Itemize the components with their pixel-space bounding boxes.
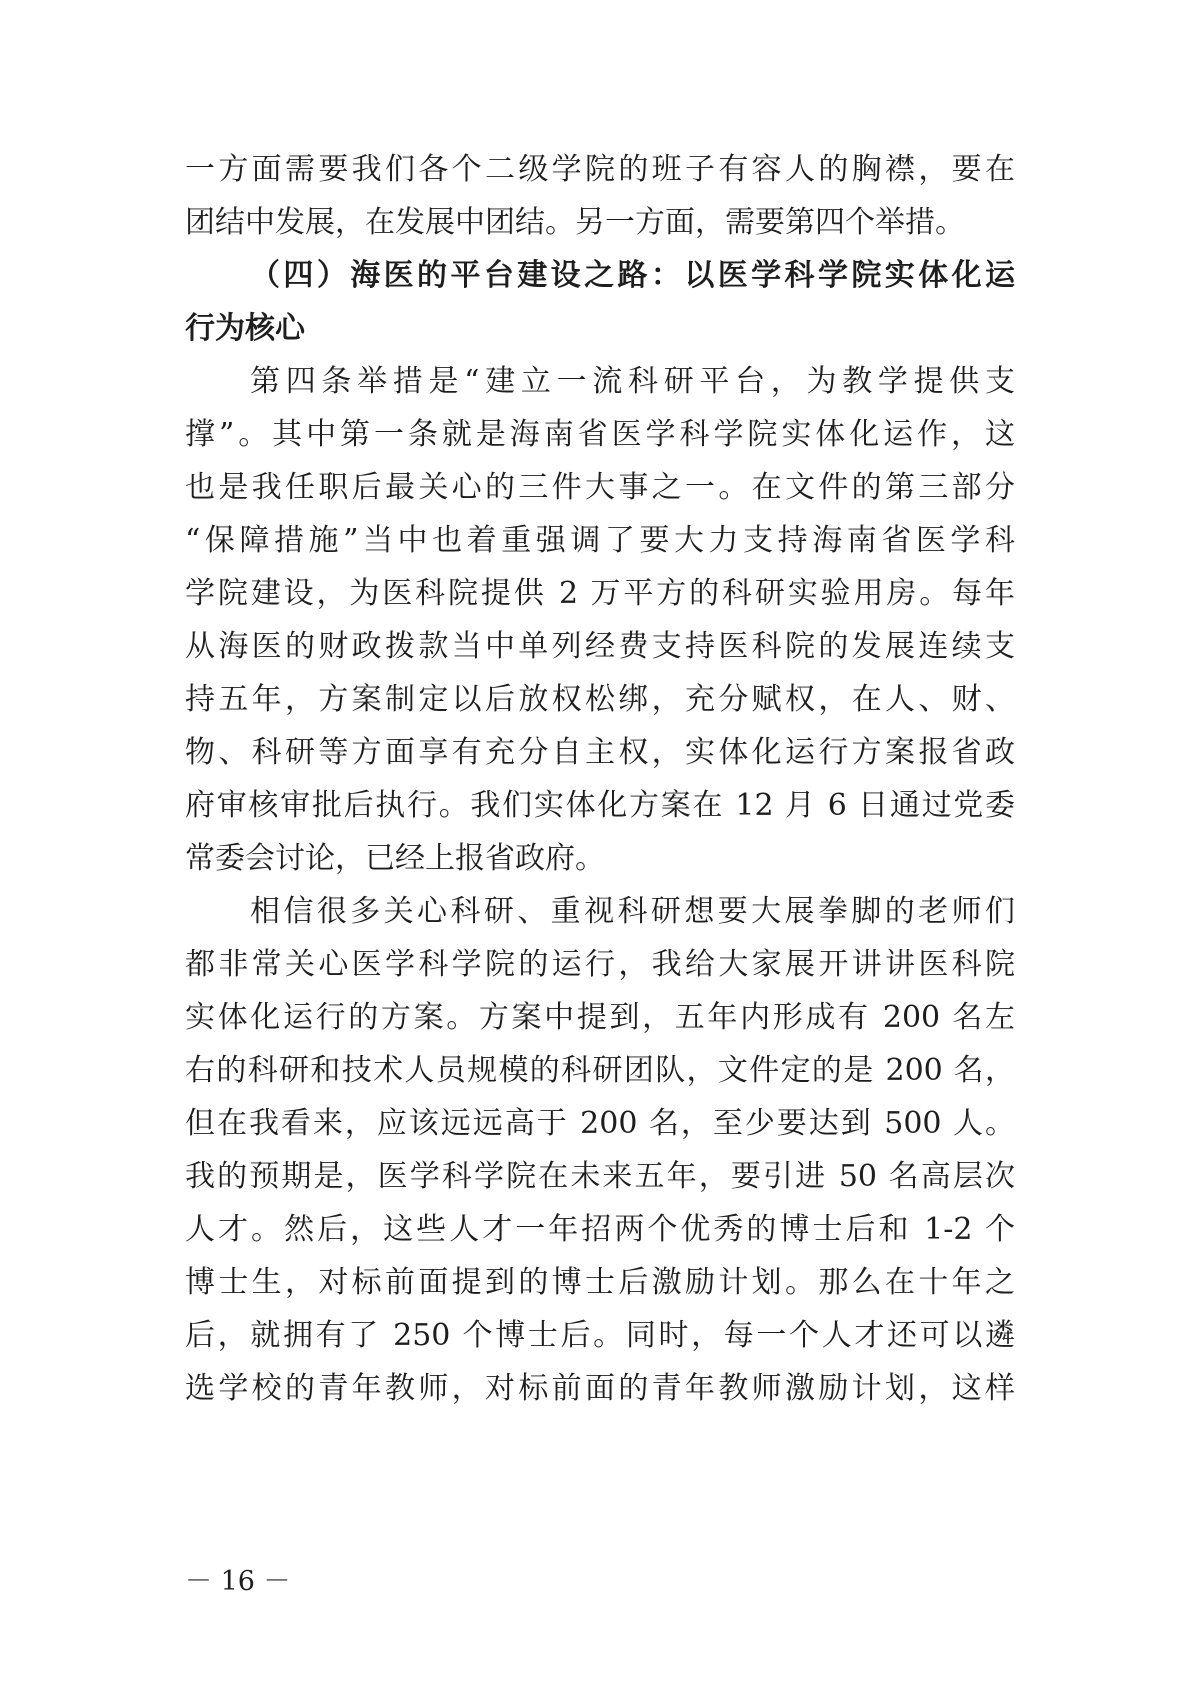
text-line: 持五年，方案制定以后放权松绑，充分赋权，在人、财、	[185, 682, 1015, 717]
text-line: 撑”。其中第一条就是海南省医学科学院实体化运作，这	[185, 417, 1015, 452]
text-line: 第四条举措是“建立一流科研平台，为教学提供支	[250, 364, 1015, 399]
text-line: 从海医的财政拨款当中单列经费支持医科院的发展连续支	[185, 629, 1015, 664]
text-line: 学院建设，为医科院提供 2 万平方的科研实验用房。每年	[185, 576, 1015, 611]
text-line: 我的预期是，医学科学院在未来五年，要引进 50 名高层次	[185, 1159, 1015, 1194]
text-line: 选学校的青年教师，对标前面的青年教师激励计划，这样	[185, 1371, 1015, 1406]
text-line: 常委会讨论，已经上报省政府。	[185, 841, 605, 876]
text-line: 府审核审批后执行。我们实体化方案在 12 月 6 日通过党委	[185, 788, 1015, 823]
text-line: 但在我看来，应该远远高于 200 名，至少要达到 500 人。	[185, 1106, 1015, 1141]
text-line: 实体化运行的方案。方案中提到，五年内形成有 200 名左	[185, 1000, 1015, 1035]
text-line: “保障措施”当中也着重强调了要大力支持海南省医学科	[185, 523, 1015, 558]
text-line: 团结中发展，在发展中团结。另一方面，需要第四个举措。	[185, 205, 965, 240]
page-number: － 16 －	[185, 1566, 291, 1597]
text-line: 后，就拥有了 250 个博士后。同时，每一个人才还可以遴	[185, 1318, 1015, 1353]
text-line: 都非常关心医学科学院的运行，我给大家展开讲讲医科院	[185, 947, 1015, 982]
text-line: 物、科研等方面享有充分自主权，实体化运行方案报省政	[185, 735, 1015, 770]
text-line: 博士生，对标前面提到的博士后激励计划。那么在十年之	[185, 1265, 1015, 1300]
text-line: 一方面需要我们各个二级学院的班子有容人的胸襟，要在	[185, 152, 1015, 187]
text-line: 右的科研和技术人员规模的科研团队，文件定的是 200 名，	[185, 1053, 1015, 1088]
section-heading: （四）海医的平台建设之路：以医学科学院实体化运	[250, 258, 1015, 293]
section-heading: 行为核心	[185, 311, 305, 346]
text-line: 相信很多关心科研、重视科研想要大展拳脚的老师们	[250, 894, 1015, 929]
text-line: 也是我任职后最关心的三件大事之一。在文件的第三部分	[185, 470, 1015, 505]
text-line: 人才。然后，这些人才一年招两个优秀的博士后和 1-2 个	[185, 1212, 1015, 1247]
